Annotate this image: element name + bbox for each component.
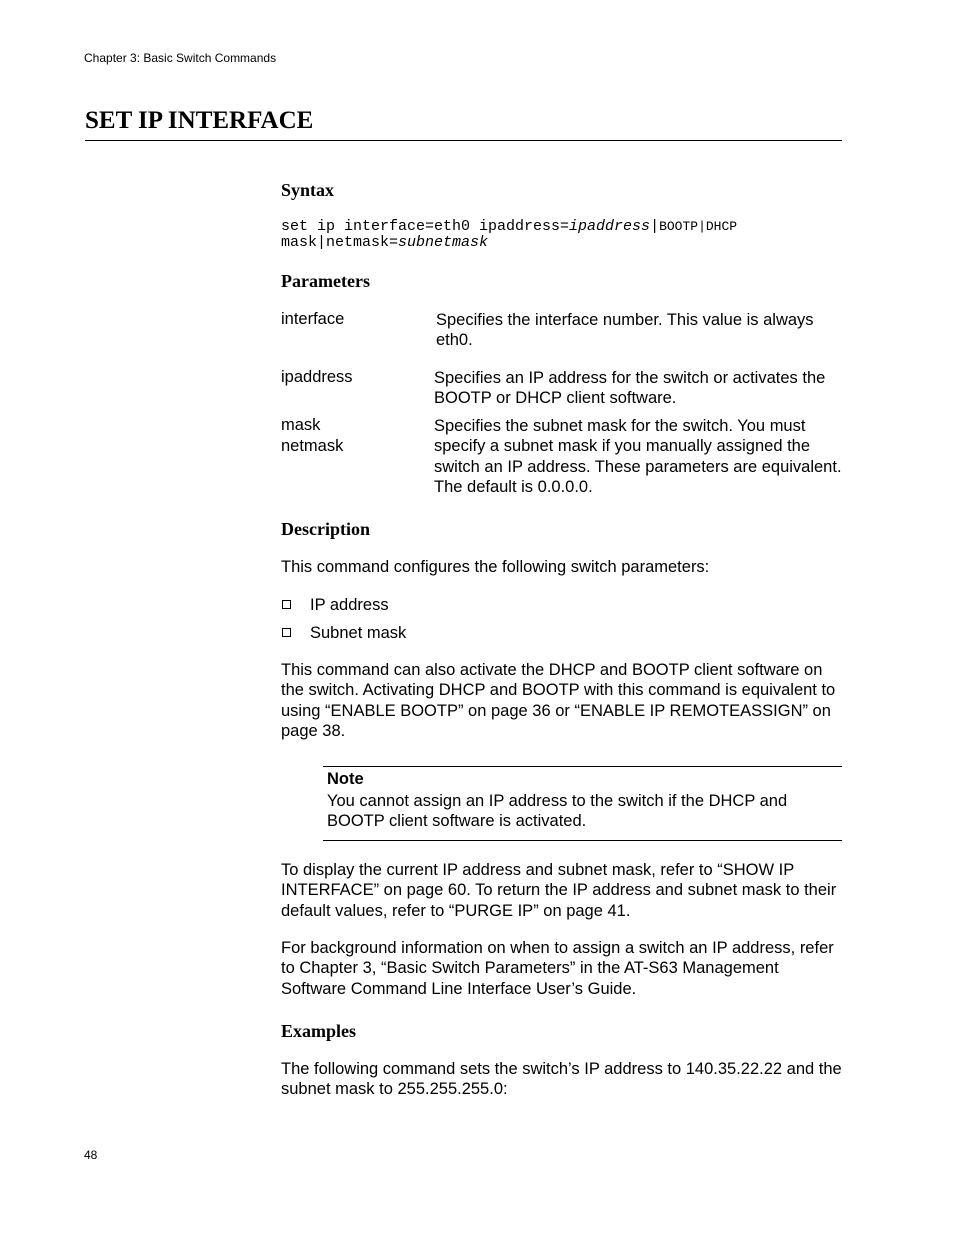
description-intro: This command configures the following switch parameters: [281, 558, 710, 576]
description-heading: Description [281, 519, 370, 539]
param-desc-interface: Specifies the interface number. This value is always eth0. [436, 311, 814, 350]
syntax-mask: mask|netmask= [281, 234, 399, 251]
title-rule [85, 140, 842, 141]
param-name-mask: mask [281, 416, 321, 434]
syntax-subnetmask-var: subnetmask [398, 234, 489, 251]
examples-para-1: The following command sets the switch’s IP address to 140.35.22.22 and the subnet mask to 255.255.255.0: [281, 1060, 842, 1099]
note-body: You cannot assign an IP address to the switch if the DHCP and BOOTP client software is activated. [327, 792, 788, 831]
syntax-bootp-dhcp: BOOTP|DHCP [659, 219, 738, 234]
note-bottom-rule [323, 840, 842, 841]
description-para-3: For background information on when to assign a switch an IP address, refer to Chapter 3, “Basic Switch Parameters” in the AT-S63 Management Software Command Line Interface User’s Guide. [281, 939, 834, 998]
description-para-2: To display the current IP address and subnet mask, refer to “SHOW IP INTERFACE” on page 60. To return the IP address and subnet mask to their default values, refer to “PURGE IP” on page 41. [281, 861, 837, 920]
note-top-rule [323, 766, 842, 767]
page-title: SET IP INTERFACE [85, 107, 314, 134]
note-heading: Note [327, 770, 364, 788]
syntax-command: set ip interface=eth0 ipaddress= [281, 218, 570, 235]
param-desc-mask: Specifies the subnet mask for the switch. You must specify a subnet mask if you manually assigned the switch an IP address. These parameters are equivalent. The default is 0.0.0.0. [434, 417, 842, 496]
description-para-1: This command can also activate the DHCP and BOOTP client software on the switch. Activating DHCP and BOOTP with this command is equivalent to using “ENABLE BOOTP” on page 36 or “ENABLE IP REMOTEASSIGN” on page 38. [281, 661, 836, 740]
param-name-netmask: netmask [281, 437, 344, 455]
page-number: 48 [84, 1148, 98, 1162]
syntax-line-1 [281, 219, 737, 235]
examples-heading: Examples [281, 1021, 357, 1041]
syntax-ipaddress-var: ipaddress [569, 218, 651, 235]
syntax-heading: Syntax [281, 180, 335, 200]
param-desc-ipaddress: Specifies an IP address for the switch or activates the BOOTP or DHCP client software. [434, 369, 826, 408]
bullet-subnet-mask: Subnet mask [310, 624, 407, 642]
bullet-ip-address: IP address [310, 596, 389, 614]
parameters-heading: Parameters [281, 271, 370, 291]
param-name-interface: interface [281, 310, 345, 328]
param-name-ipaddress: ipaddress [281, 368, 353, 386]
bullet-checkbox-icon [282, 628, 291, 637]
chapter-header: Chapter 3: Basic Switch Commands [84, 51, 277, 65]
syntax-line-2 [281, 235, 488, 251]
bullet-checkbox-icon [282, 600, 291, 609]
syntax-pipe: | [650, 218, 660, 235]
